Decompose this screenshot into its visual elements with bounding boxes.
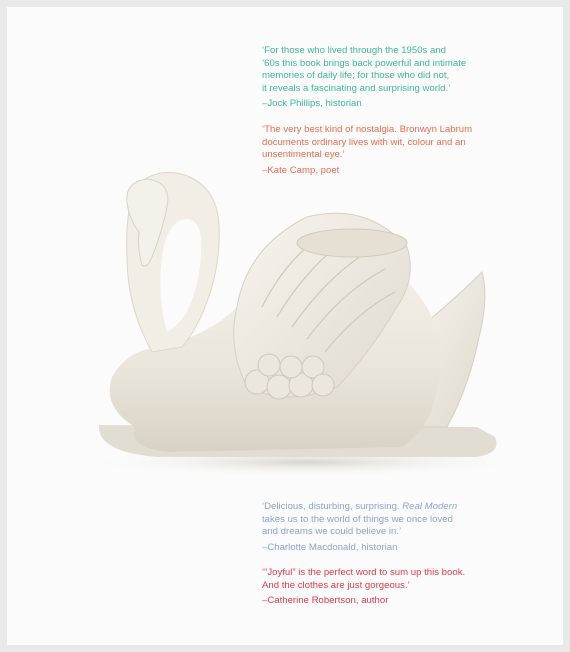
quote-attribution: –Kate Camp, poet [262, 164, 340, 176]
quote-line: ’60s this book brings back powerful and intimate [262, 57, 467, 69]
quote-attribution: –Catherine Robertson, author [262, 595, 389, 607]
quote-charlotte-macdonald [262, 501, 522, 554]
book-title: Real Modern [402, 501, 458, 512]
quote-line: takes us to the world of things we once loved [262, 513, 453, 525]
quote-line: memories of daily life; for those who did not, [262, 70, 450, 82]
wing-scallops [245, 354, 334, 399]
quote-line: ‘The very best kind of nostalgia. Bronwyn Labrum [262, 124, 473, 135]
quote-line: ‘“Joyful” is the perfect word to sum up this book. [262, 567, 466, 578]
quote-attribution: –Jock Phillips, historian [262, 98, 362, 110]
quote-line: unsentimental eye.’ [262, 149, 345, 161]
quote-line: And the clothes are just gorgeous.’ [262, 579, 410, 591]
back-cover-page [7, 7, 563, 645]
quote-line: it reveals a fascinating and surprising world.’ [262, 82, 451, 94]
swan-bowl-opening [297, 229, 407, 257]
quote-kate-camp [262, 124, 522, 177]
quote-attribution: –Charlotte Macdonald, historian [262, 541, 398, 553]
quote-line [262, 501, 522, 514]
quote-line: documents ordinary lives with wit, colour and an [262, 136, 466, 148]
quote-line: and dreams we could believe in.’ [262, 526, 402, 538]
quote-jock-phillips [262, 45, 522, 111]
quote-catherine-robertson [262, 567, 522, 608]
quote-line: ‘For those who lived through the 1950s and [262, 45, 447, 56]
quote-line-prefix: ‘Delicious, disturbing, surprising. [262, 501, 403, 512]
